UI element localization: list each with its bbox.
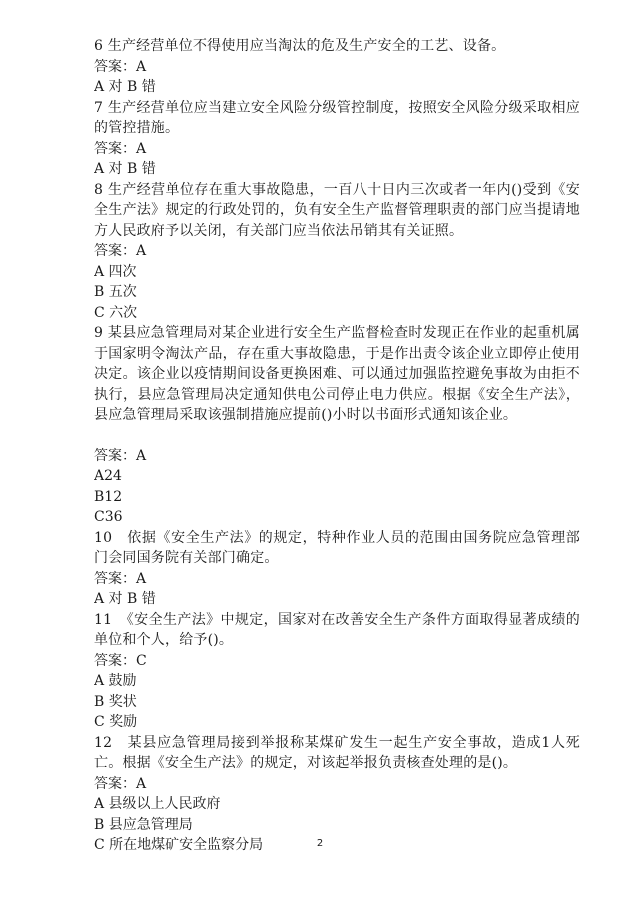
option-line: B 县应急管理局 — [94, 816, 193, 833]
blank-spacer — [94, 426, 580, 446]
option-line: A 县级以上人民政府 — [94, 796, 221, 812]
question-text: 6 生产经营单位不得使用应当淘汰的危及生产安全的工艺、设备。 — [94, 38, 506, 54]
option-line: C 六次 — [94, 304, 138, 321]
question-text: 12 某县应急管理局接到举报称某煤矿发生一起生产安全事故，造成1人死亡。根据《安全生产法》的规定，对该起举报负责核查处理的是()。 — [94, 734, 580, 771]
option-line: A 对 B 错 — [94, 591, 156, 607]
option-line: A 对 B 错 — [94, 79, 156, 95]
answer-line: 答案：A — [94, 243, 147, 259]
question-9 — [94, 323, 580, 528]
question-text: 10 依据《安全生产法》的规定，特种作业人员的范围由国务院应急管理部门会同国务院有关部门确定。 — [94, 529, 580, 566]
question-text: 11 《安全生产法》中规定，国家对在改善安全生产条件方面取得显著成绩的单位和个人，给予()。 — [94, 611, 580, 648]
question-text: 7 生产经营单位应当建立安全风险分级管控制度，按照安全风险分级采取相应的管控措施。 — [94, 99, 580, 136]
question-8 — [94, 180, 580, 324]
option-line: A 对 B 错 — [94, 161, 156, 177]
question-6 — [94, 36, 580, 98]
option-line: C 所在地煤矿安全监察分局 — [94, 837, 264, 853]
option-line: C36 — [94, 509, 123, 525]
option-line: A24 — [94, 468, 122, 484]
question-11 — [94, 610, 580, 733]
answer-line: 答案：A — [94, 775, 147, 792]
option-line: A 四次 — [94, 263, 137, 280]
question-text: 9 某县应急管理局对某企业进行安全生产监督检查时发现正在作业的起重机属于国家明令淘汰产品，存在重大事故隐患，于是作出责令该企业立即停止使用决定。该企业以疫情期间设备更换困难、可以通过加强监控避免事故为由拒不执行，县应急管理局决定通知供电公司停止电力供应。根据《安全生产法》，县应急管理局采取该强制措施应提前()小时以书面形式通知该企业。 — [94, 325, 580, 423]
option-line: B 奖状 — [94, 693, 137, 710]
option-line: C 奖励 — [94, 714, 138, 730]
option-line: A 鼓励 — [94, 673, 137, 689]
answer-line: 答案：C — [94, 652, 147, 669]
page-number: 2 — [316, 838, 324, 849]
question-10 — [94, 528, 580, 610]
answer-line: 答案：A — [94, 140, 147, 157]
answer-line: 答案：A — [94, 447, 147, 464]
question-7 — [94, 98, 580, 180]
question-list — [94, 36, 580, 856]
option-line: B12 — [94, 488, 123, 505]
question-text: 8 生产经营单位存在重大事故隐患，一百八十日内三次或者一年内()受到《安全生产法》规定的行政处罚的，负有安全生产监督管理职责的部门应当提请地方人民政府予以关闭，有关部门应当依法吊销其有关证照。 — [94, 181, 580, 239]
answer-line: 答案：A — [94, 570, 147, 587]
option-line: B 五次 — [94, 284, 137, 300]
answer-line: 答案：A — [94, 58, 147, 75]
